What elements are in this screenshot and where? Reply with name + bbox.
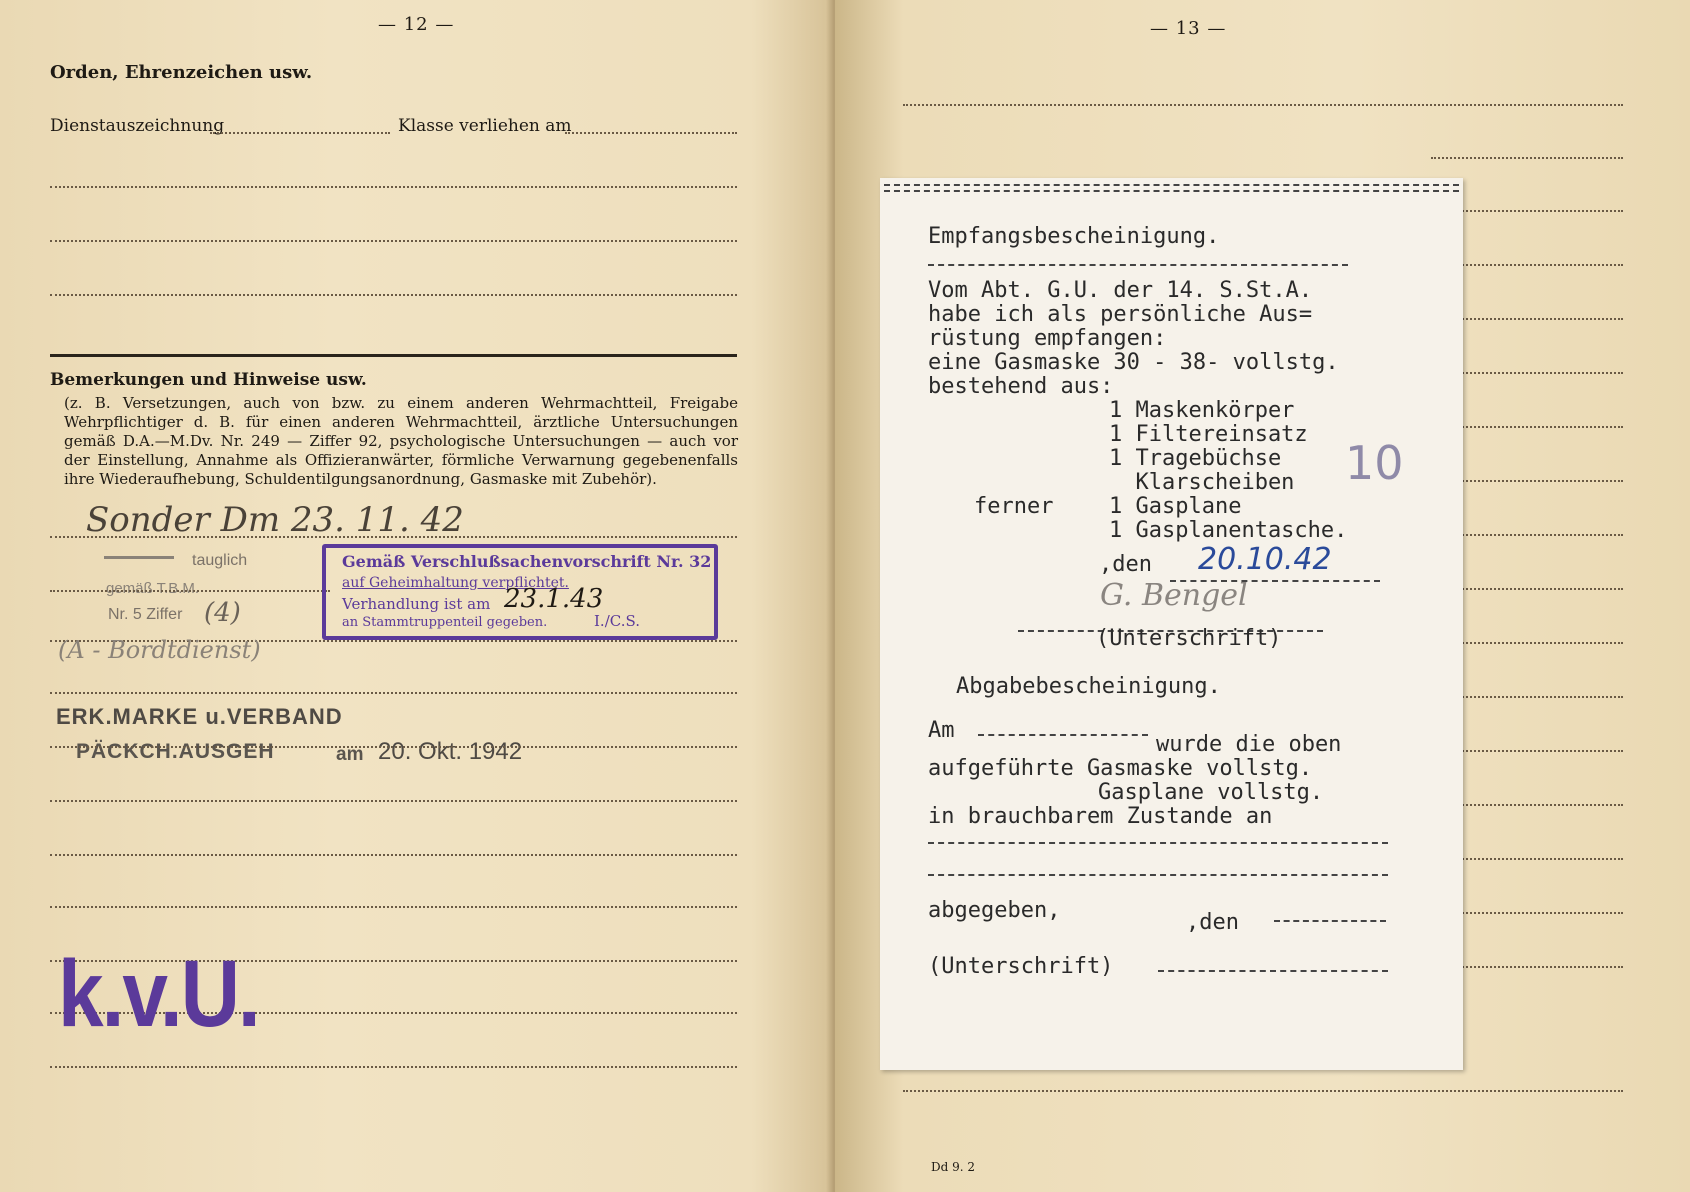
- blank-line: [50, 240, 737, 242]
- abgabe-line: in brauchbarem Zustande an: [928, 804, 1273, 829]
- am-label: Am: [928, 718, 955, 743]
- abgegeben-label: abgegeben,: [928, 898, 1061, 923]
- ferner-label: ferner: [974, 494, 1054, 519]
- empfang-title: Empfangsbescheinigung.: [928, 224, 1220, 249]
- unterschrift-2: (Unterschrift): [928, 954, 1114, 979]
- secret-stamp: [322, 544, 718, 640]
- handwritten-entry: Sonder Dm 23. 11. 42: [86, 500, 464, 540]
- blank-line: [50, 590, 330, 592]
- den2-rule: [1274, 920, 1386, 922]
- item-line: 1 Filtereinsatz: [1109, 422, 1308, 447]
- abgabe-line: wurde die oben: [1156, 732, 1342, 757]
- left-page: [0, 0, 835, 1192]
- unterschrift2-rule: [1158, 970, 1388, 972]
- tauglich-text: tauglich: [192, 552, 248, 569]
- blank-line: [50, 854, 737, 856]
- erk-stamp-date: 20. Okt. 1942: [378, 738, 523, 765]
- sheet-line: eine Gasmaske 30 - 38- vollstg.: [928, 350, 1339, 375]
- den-date: 20.10.42: [1198, 542, 1332, 577]
- abgabe-rule: [928, 842, 1388, 844]
- sheet-line: rüstung empfangen:: [928, 326, 1167, 351]
- footer-code: Dd 9. 2: [931, 1160, 976, 1174]
- secret-stamp-sign: I./C.S.: [594, 612, 640, 630]
- dienst-label: Dienstauszeichnung: [50, 116, 225, 136]
- item-line: 1 Tragebüchse: [1109, 446, 1282, 471]
- erk-stamp-line1: ERK.MARKE u.VERBAND: [56, 704, 343, 729]
- erk-stamp-line2: PÄCKCH.AUSGEH: [76, 740, 275, 763]
- abgabe-line: Gasplane vollstg.: [1098, 780, 1324, 805]
- abgabe-title: Abgabebescheinigung.: [956, 674, 1221, 699]
- secret-stamp-line3: Verhandlung ist am: [342, 595, 491, 613]
- sheet-top-rule: [884, 190, 1459, 192]
- receipt-sheet: [880, 178, 1463, 1070]
- tauglich-value: (4): [204, 598, 241, 628]
- tauglich-ziffer: Nr. 5 Ziffer: [108, 606, 183, 623]
- den-label: ,den: [1099, 552, 1152, 577]
- signature: G. Bengel: [1100, 578, 1248, 613]
- secret-stamp-line4: an Stammtruppenteil gegeben.: [342, 615, 548, 630]
- secret-stamp-line1: Gemäß Verschlußsachenvorschrift Nr. 32: [342, 552, 712, 571]
- sheet-line: habe ich als persönliche Aus=: [928, 302, 1313, 327]
- sheet-line: Vom Abt. G.U. der 14. S.St.A.: [928, 278, 1313, 303]
- blank-line: [50, 906, 737, 908]
- blank-line: [50, 1066, 737, 1068]
- item-line: Klarscheiben: [1109, 470, 1295, 495]
- blank-line: [50, 800, 737, 802]
- handwritten-bracket: (A - Bordtdienst): [58, 636, 261, 664]
- blank-line: [903, 1090, 1623, 1092]
- secret-stamp-line2: auf Geheimhaltung verpflichtet.: [342, 575, 569, 591]
- sheet-top-rule: [884, 184, 1459, 186]
- abgabe-line: aufgeführte Gasmaske vollstg.: [928, 756, 1313, 781]
- orden-heading: Orden, Ehrenzeichen usw.: [50, 62, 313, 83]
- hand-number: 10: [1345, 436, 1404, 490]
- tauglich-bar: [104, 556, 174, 559]
- blank-line: [50, 536, 737, 538]
- blank-line: [50, 692, 737, 694]
- unterschrift-1: (Unterschrift): [1096, 626, 1282, 651]
- sheet-line: bestehend aus:: [928, 374, 1114, 399]
- tauglich-gemaess: gemäß T.B.M.: [106, 580, 200, 597]
- ferner-item: 1 Gasplane: [1109, 494, 1242, 519]
- blank-line: [903, 104, 1623, 106]
- ferner-item: 1 Gasplanentasche.: [1109, 518, 1348, 543]
- abgabe-rule: [928, 874, 1388, 876]
- den2-label: ,den: [1186, 910, 1239, 935]
- kvu-stamp: k.v.U.: [58, 942, 259, 1047]
- title-rule: [928, 264, 1348, 266]
- blank-line: [50, 294, 737, 296]
- page-number-right: — 13 —: [1150, 18, 1227, 39]
- page-number-left: — 12 —: [378, 14, 455, 35]
- erk-stamp-am: am: [336, 744, 364, 765]
- blank-line: [1431, 157, 1623, 159]
- section-rule: [50, 354, 737, 357]
- am-rule: [978, 734, 1148, 736]
- secret-stamp-date: 23.1.43: [504, 584, 604, 614]
- klasse-label: Klasse verliehen am: [398, 116, 572, 136]
- bemerk-heading: Bemerkungen und Hinweise usw.: [50, 370, 367, 390]
- dienst-line: [210, 132, 390, 134]
- item-line: 1 Maskenkörper: [1109, 398, 1295, 423]
- bemerk-text: (z. B. Versetzungen, auch von bzw. zu einem anderen Wehrmachtteil, Freigabe Wehrpflichtiger d. B. für einen anderen Wehrmachtteil, ärztliche Untersuchungen gemäß D.A.—M.Dv. Nr. 249 — Ziffer 92, psychologische Untersuchungen — auch vor der Einstellung, Annahme als Offizieranwärter, förmliche Verwarnung gegebenenfalls ihre Wiederaufhebung, Schuldentilgungsanordnung, Gasmaske mit Zubehör).: [64, 394, 738, 488]
- klasse-line: [565, 132, 737, 134]
- blank-line: [50, 186, 737, 188]
- blank-line: [50, 746, 737, 748]
